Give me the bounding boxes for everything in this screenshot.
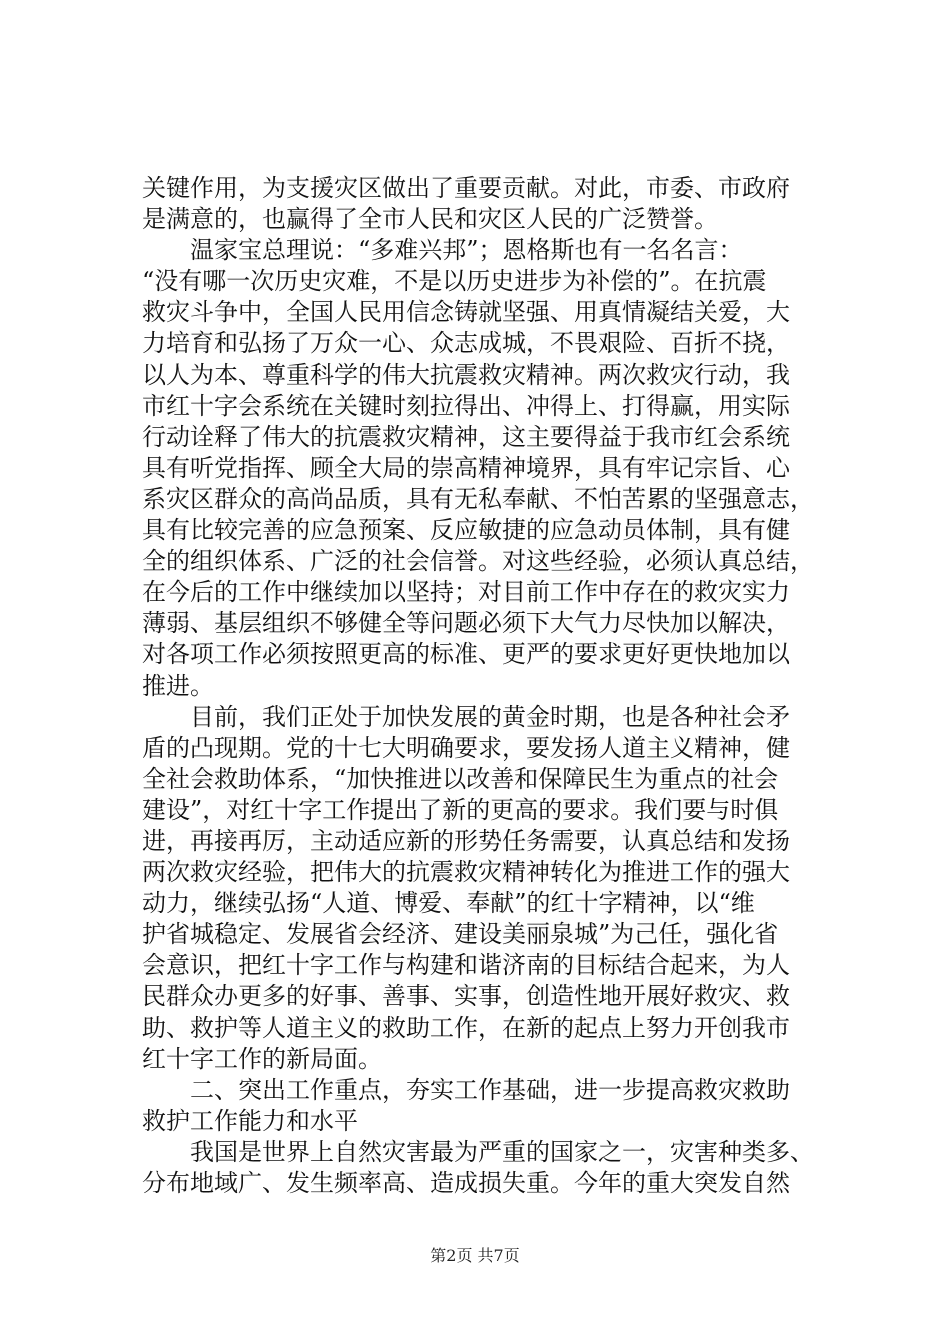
text-line: 全的组织体系、广泛的社会信誉。对这些经验，必须认真总结， bbox=[142, 547, 814, 576]
text-line: 助、救护等人道主义的救助工作，在新的起点上努力开创我市 bbox=[142, 1013, 790, 1042]
page-number-footer: 第2页 共7页 bbox=[430, 1246, 520, 1265]
text-line: 市红十字会系统在关键时刻拉得出、冲得上、打得赢，用实际 bbox=[142, 391, 790, 420]
text-line: 温家宝总理说：“多难兴邦”；恩格斯也有一名名言： bbox=[142, 236, 743, 265]
text-line: 我国是世界上自然灾害最为严重的国家之一，灾害种类多、 bbox=[142, 1137, 814, 1166]
text-line: 建设”，对红十字工作提出了新的更高的要求。我们要与时俱 bbox=[142, 795, 779, 824]
text-line: 以人为本、尊重科学的伟大抗震救灾精神。两次救灾行动，我 bbox=[142, 360, 790, 389]
text-line: 推进。 bbox=[142, 671, 214, 700]
text-line: 力培育和弘扬了万众一心、众志成城，不畏艰险、百折不挠， bbox=[142, 329, 790, 358]
text-line: 是满意的，也赢得了全市人民和灾区人民的广泛赞誉。 bbox=[142, 205, 718, 234]
document-body bbox=[142, 173, 842, 1199]
text-line: 分布地域广、发生频率高、造成损失重。今年的重大突发自然 bbox=[142, 1169, 790, 1197]
text-line: 关键作用，为支援灾区做出了重要贡献。对此，市委、市政府 bbox=[142, 174, 790, 202]
text-line: 薄弱、基层组织不够健全等问题必须下大气力尽快加以解决， bbox=[142, 609, 790, 638]
text-line: 护省城稳定、发展省会经济、建设美丽泉城”为己任，强化省 bbox=[142, 920, 779, 949]
text-line: 对各项工作必须按照更高的标准、更严的要求更好更快地加以 bbox=[142, 640, 790, 669]
section-heading-line: 救护工作能力和水平 bbox=[142, 1106, 358, 1135]
text-line: 全社会救助体系，“加快推进以改善和保障民生为重点的社会 bbox=[142, 764, 779, 793]
text-line: 救灾斗争中，全国人民用信念铸就坚强、用真情凝结关爱，大 bbox=[142, 298, 790, 327]
text-line: 系灾区群众的高尚品质，具有无私奉献、不怕苦累的坚强意志， bbox=[142, 484, 814, 513]
text-line: 具有比较完善的应急预案、反应敏捷的应急动员体制，具有健 bbox=[142, 516, 790, 545]
text-line: 动力，继续弘扬“人道、博爱、奉献”的红十字精神，以“维 bbox=[142, 889, 755, 918]
text-line: 行动诠释了伟大的抗震救灾精神，这主要得益于我市红会系统 bbox=[142, 422, 790, 451]
section-heading-line: 二、突出工作重点，夯实工作基础，进一步提高救灾救助 bbox=[142, 1075, 790, 1104]
text-line: 红十字工作的新局面。 bbox=[142, 1044, 382, 1073]
text-line: 目前，我们正处于加快发展的黄金时期，也是各种社会矛 bbox=[142, 702, 790, 731]
text-line: “没有哪一次历史灾难，不是以历史进步为补偿的”。在抗震 bbox=[142, 267, 767, 296]
text-line: 具有听党指挥、顾全大局的崇高精神境界，具有牢记宗旨、心 bbox=[142, 453, 790, 482]
text-line: 民群众办更多的好事、善事、实事，创造性地开展好救灾、救 bbox=[142, 982, 790, 1011]
text-line: 两次救灾经验，把伟大的抗震救灾精神转化为推进工作的强大 bbox=[142, 858, 790, 887]
text-line: 会意识，把红十字工作与构建和谐济南的目标结合起来，为人 bbox=[142, 951, 790, 980]
text-line: 在今后的工作中继续加以坚持；对目前工作中存在的救灾实力 bbox=[142, 578, 790, 607]
text-line: 盾的凸现期。党的十七大明确要求，要发扬人道主义精神，健 bbox=[142, 733, 790, 762]
text-line: 进，再接再厉，主动适应新的形势任务需要，认真总结和发扬 bbox=[142, 826, 790, 855]
